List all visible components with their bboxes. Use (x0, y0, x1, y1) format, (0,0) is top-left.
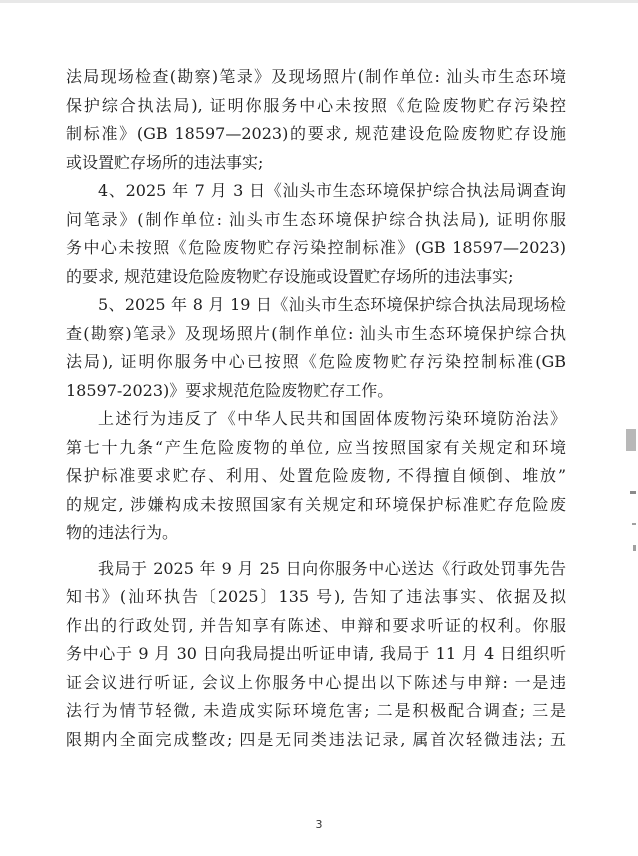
text-line: 务中心未按照《危险废物贮存污染控制标准》(GB 18597—2023) (66, 238, 566, 257)
binding-edge-marks (622, 425, 638, 565)
edge-mark (632, 523, 636, 525)
text-line: 知书》(汕环执告〔2025〕135 号), 告知了违法事实、依据及拟 (66, 587, 566, 606)
text-line: 作出的行政处罚, 并告知享有陈述、申辩和要求听证的权利。你服 (66, 615, 566, 635)
text-line: 证会议进行听证, 会议上你服务中心提出以下陈述与申辩: 一是违 (66, 672, 566, 692)
text-line: 保护综合执法局), 证明你服务中心未按照《危险废物贮存污染控 (66, 95, 566, 115)
page-top-edge (0, 0, 638, 3)
text-line: 问笔录》(制作单位: 汕头市生态环境保护综合执法局), 证明你服 (66, 209, 566, 229)
text-line: 物的违法行为。 (66, 523, 179, 542)
page-number: 3 (315, 818, 323, 831)
text-line: 查(勘察)笔录》及现场照片(制作单位: 汕头市生态环境保护综合执 (66, 323, 566, 343)
text-line: 18597-2023)》要求规范危险废物贮存工作。 (66, 380, 394, 400)
text-line: 限期内全面完成整改; 四是无同类违法记录, 属首次轻微违法; 五 (66, 729, 566, 749)
text-line: 法行为情节轻微, 未造成实际环境危害; 二是积极配合调查; 三是 (66, 701, 566, 720)
text-line: 或设置贮存场所的违法事实; (66, 152, 264, 172)
text-line: 法局), 证明你服务中心已按照《危险废物贮存污染控制标准(GB (66, 352, 566, 371)
paragraph-gap (66, 548, 566, 555)
text-line: 的规定, 涉嫌构成未按照国家有关规定和环境保护标准贮存危险废 (66, 494, 566, 514)
text-line: 保护标准要求贮存、利用、处置危险废物, 不得擅自倾倒、堆放” (66, 466, 566, 485)
text-line: 5、2025 年 8 月 19 日《汕头市生态环境保护综合执法局现场检 (98, 295, 566, 314)
text-line: 的要求, 规范建设危险废物贮存设施或设置贮存场所的违法事实; (66, 266, 514, 286)
text-line: 法局现场检查(勘察)笔录》及现场照片(制作单位: 汕头市生态环境 (66, 67, 566, 86)
text-line: 4、2025 年 7 月 3 日《汕头市生态环境保护综合执法局调查询 (98, 181, 566, 200)
edge-mark (633, 545, 636, 551)
text-line: 我局于 2025 年 9 月 25 日向你服务中心送达《行政处罚事先告 (98, 558, 566, 578)
text-line: 务中心于 9 月 30 日向我局提出听证申请, 我局于 11 月 4 日组织听 (66, 644, 566, 663)
text-line: 制标准》(GB 18597—2023)的要求, 规范建设危险废物贮存设施 (66, 124, 566, 143)
edge-mark (626, 429, 636, 451)
text-line: 第七十九条“产生危险废物的单位, 应当按照国家有关规定和环境 (66, 437, 566, 457)
document-body (66, 63, 566, 754)
text-line: 上述行为违反了《中华人民共和国固体废物污染环境防治法》 (98, 409, 566, 428)
edge-mark (630, 491, 636, 494)
